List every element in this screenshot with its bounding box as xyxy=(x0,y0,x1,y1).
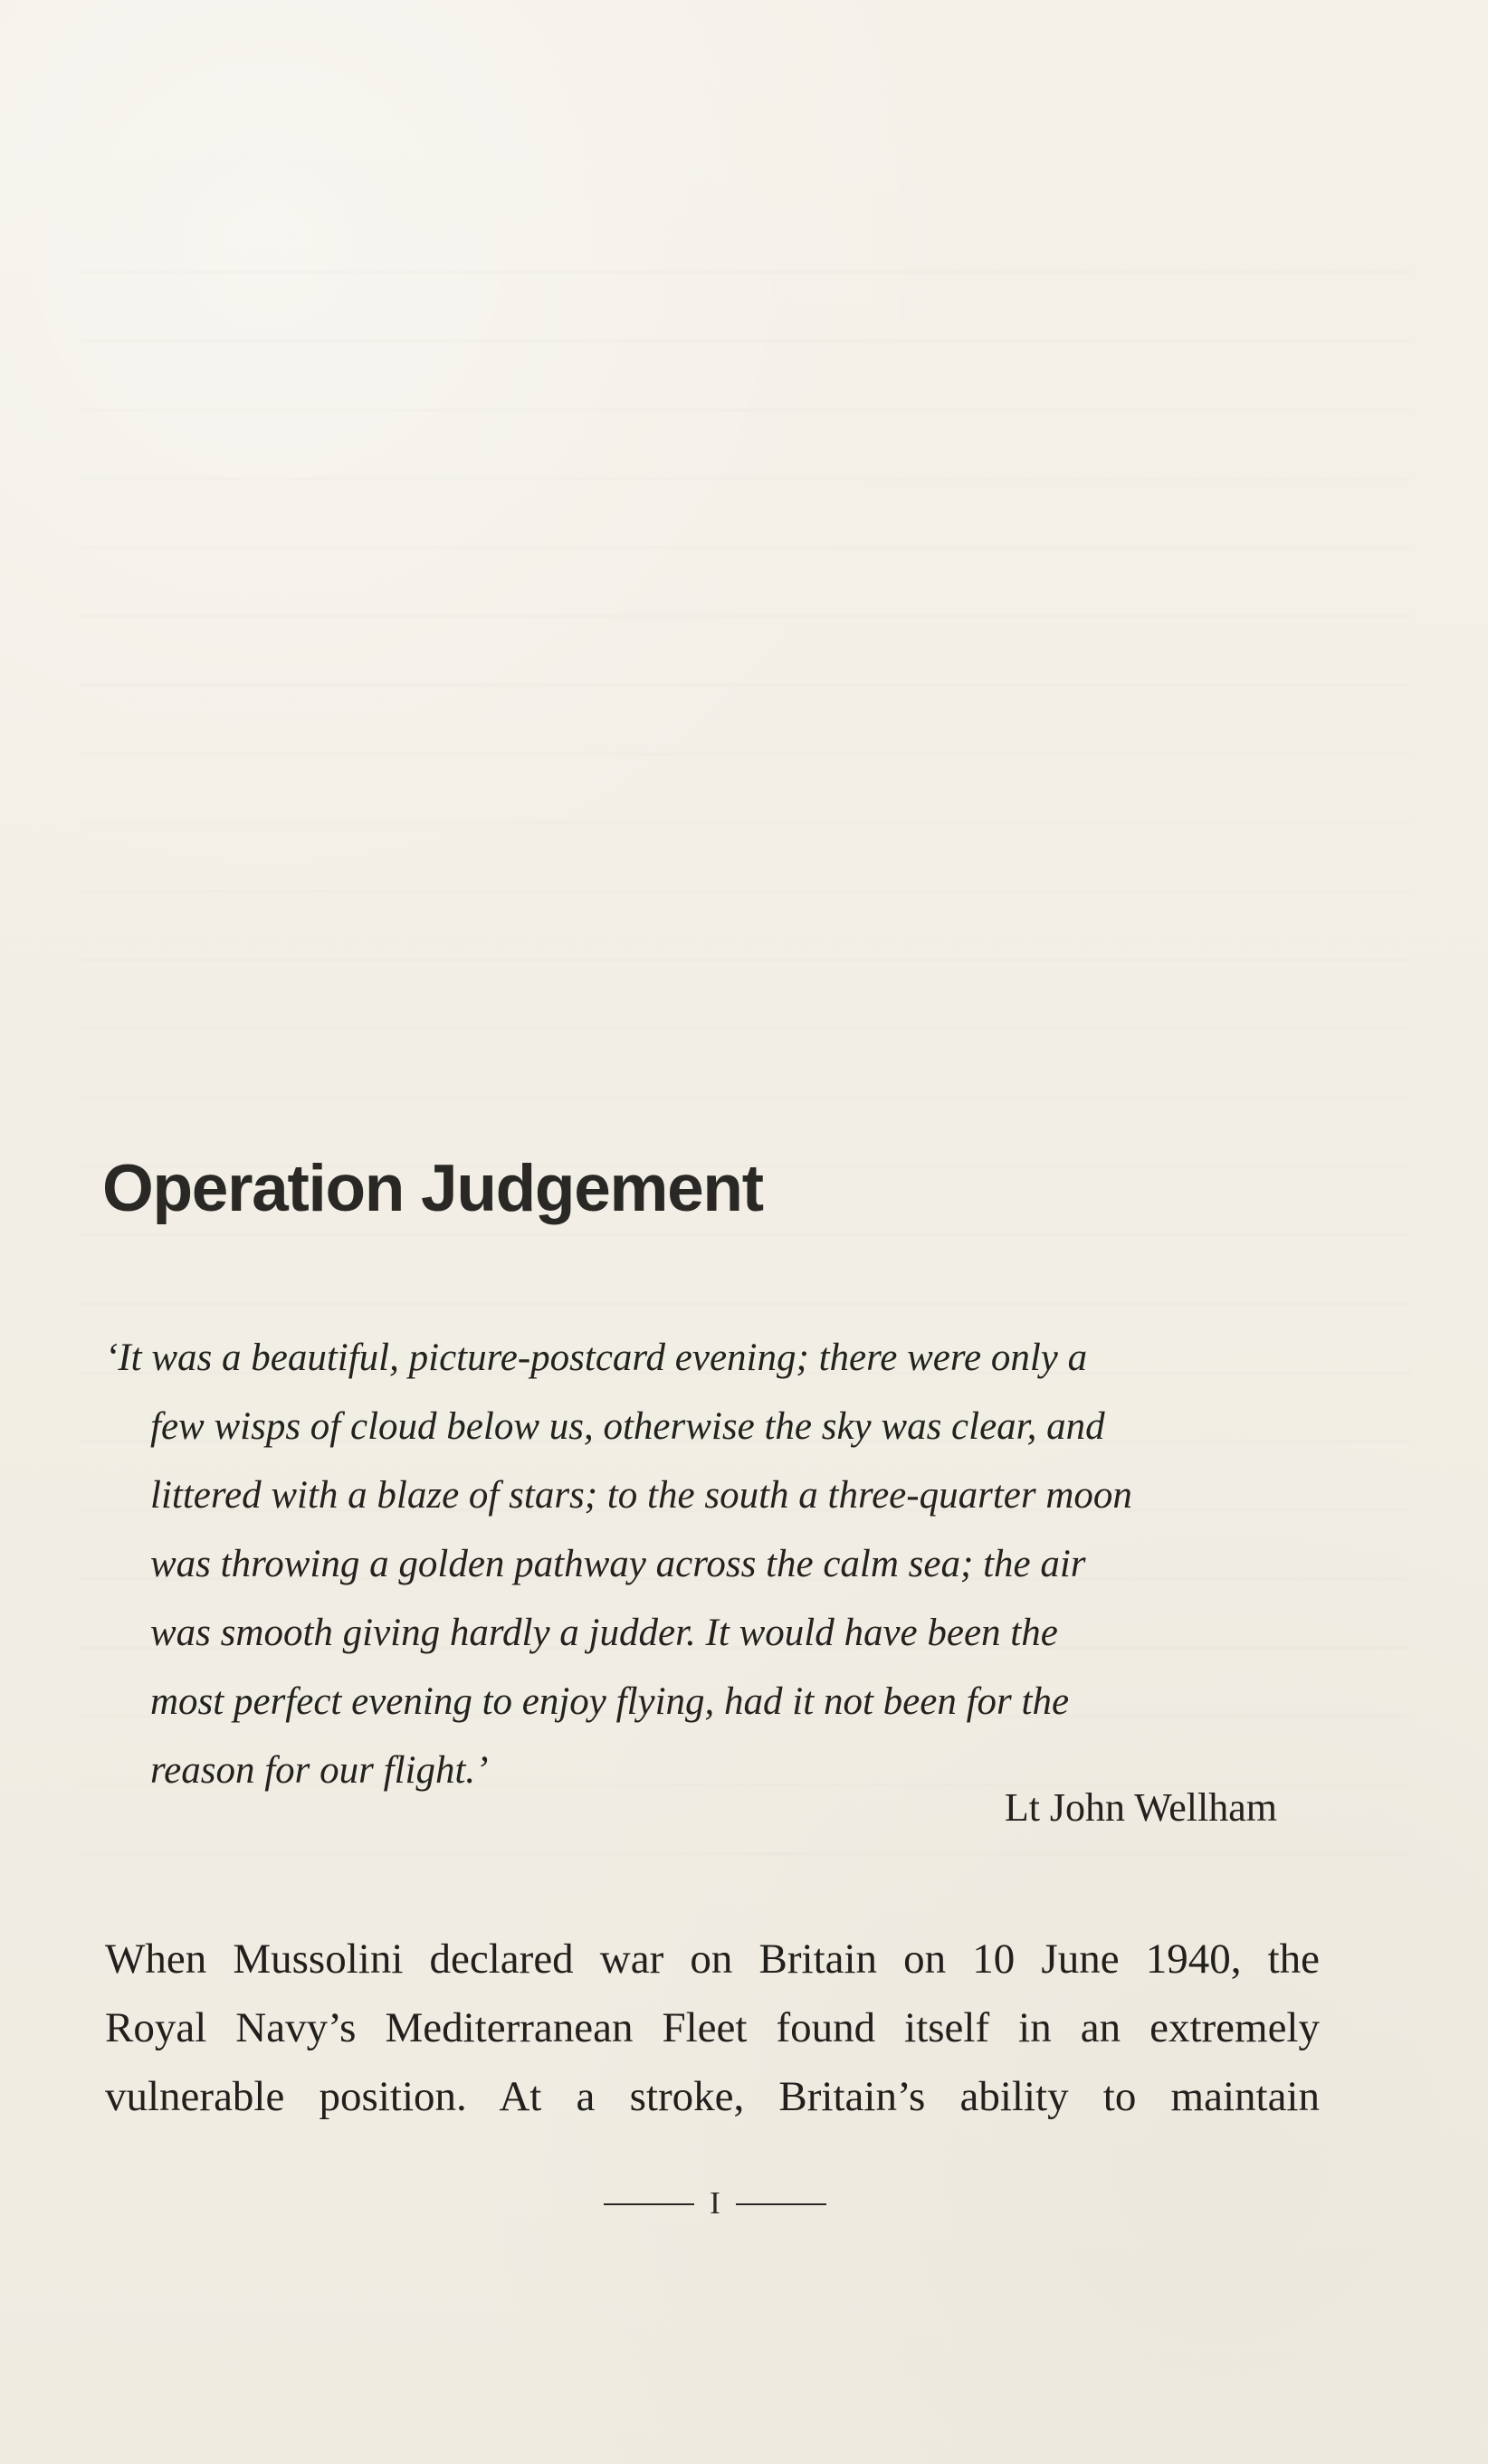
body-line: Royal Navy’s Mediterranean Fleet found itself in an extremely xyxy=(105,2004,1320,2051)
page-number: I xyxy=(710,2185,720,2221)
epigraph-line: most perfect evening to enjoy flying, had it not been for the xyxy=(150,1680,1070,1723)
epigraph-line: was smooth giving hardly a judder. It would have been the xyxy=(150,1612,1058,1654)
epigraph-attribution: Lt John Wellham xyxy=(1004,1785,1277,1830)
epigraph-line: reason for our flight.’ xyxy=(150,1749,489,1792)
body-paragraph xyxy=(105,1925,1320,2131)
body-line: vulnerable position. At a stroke, Britain’s ability to maintain xyxy=(105,2073,1320,2120)
epigraph-line: littered with a blaze of stars; to the south a three-quarter moon xyxy=(150,1474,1132,1517)
page-footer xyxy=(604,2185,826,2221)
chapter-title: Operation Judgement xyxy=(102,1152,763,1225)
epigraph-line: was throwing a golden pathway across the calm sea; the air xyxy=(150,1543,1086,1585)
body-line: When Mussolini declared war on Britain on 10 June 1940, the xyxy=(105,1936,1320,1983)
epigraph-line: few wisps of cloud below us, otherwise the sky was clear, and xyxy=(150,1405,1105,1448)
epigraph-line: ‘It was a beautiful, picture-postcard evening; there were only a xyxy=(105,1337,1088,1379)
footer-rule-left xyxy=(604,2203,694,2205)
epigraph xyxy=(105,1324,1280,1805)
footer-rule-right xyxy=(736,2203,826,2205)
